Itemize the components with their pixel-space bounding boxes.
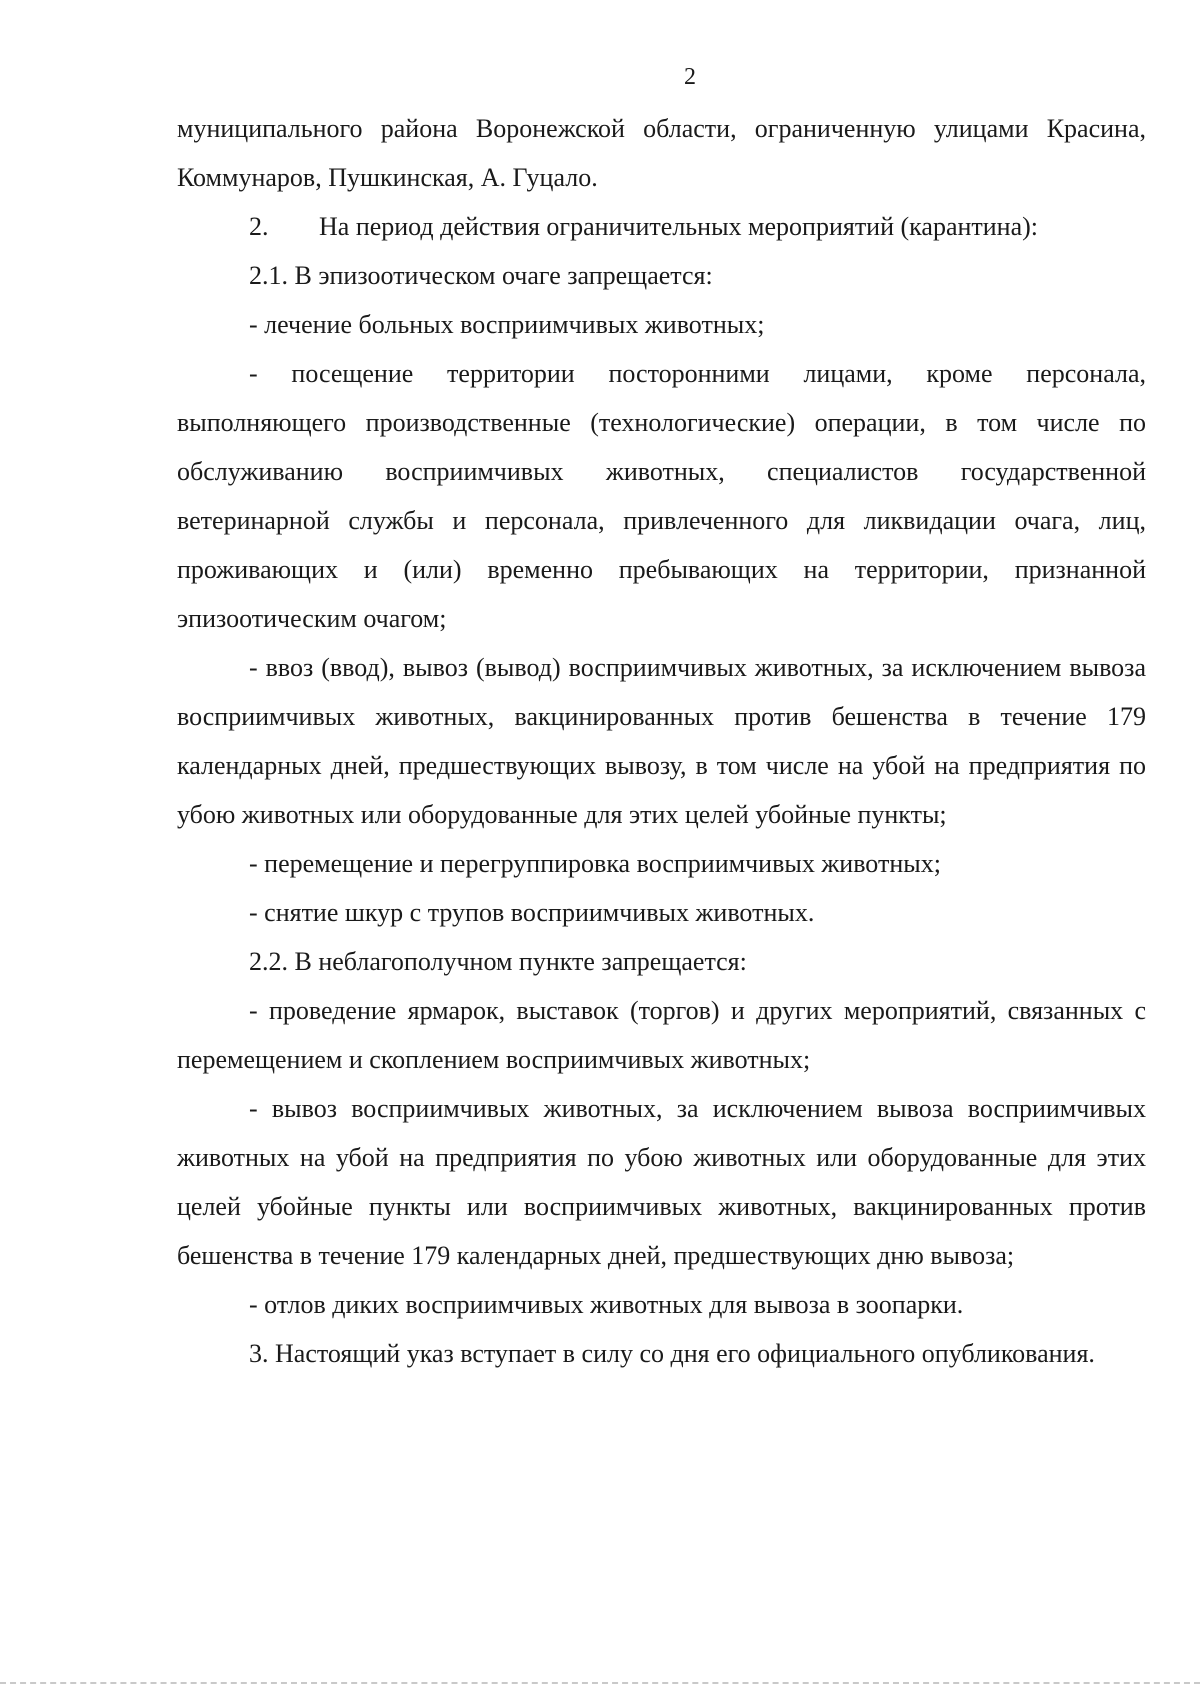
paragraph-list-item: - вывоз восприимчивых животных, за исключением вывоза восприимчивых животных на убой на предприятия по убою животных или оборудованные для этих целей убойные пункты или восприимчивых животных, вакцинированных против бешенства в течение 179 календарных дней, предшествующих дню вывоза; (177, 1094, 1146, 1270)
paragraph-item-2 (177, 202, 1146, 251)
paragraph-list-item: - посещение территории посторонними лицами, кроме персонала, выполняющего производственные (технологические) операции, в том числе по обслуживанию восприимчивых животных, специалистов государственной ветеринарной службы и персонала, привлеченного для ликвидации очага, лиц, проживающих и (или) временно пребывающих на территории, признанной эпизоотическим очагом; (177, 359, 1146, 633)
paragraph-item-2-1: 2.1. В эпизоотическом очаге запрещается: (249, 261, 713, 290)
paragraph-item-3: 3. Настоящий указ вступает в силу со дня его официального опубликования. (249, 1339, 1095, 1368)
paragraph-list-item: - снятие шкур с трупов восприимчивых животных. (249, 898, 815, 927)
paragraph-list-item: - ввоз (ввод), вывоз (вывод) восприимчивых животных, за исключением вывоза восприимчивых животных, вакцинированных против бешенства в течение 179 календарных дней, предшествующих вывозу, в том числе на убой на предприятия по убою животных или оборудованные для этих целей убойные пункты; (177, 653, 1146, 829)
paragraph-continuation: муниципального района Воронежской области, ограниченную улицами Красина, Коммунаров, Пушкинская, А. Гуцало. (177, 114, 1146, 192)
item-text: На период действия ограничительных мероприятий (карантина): (319, 212, 1039, 241)
paragraph-item-2-2: 2.2. В неблагополучном пункте запрещается: (249, 947, 747, 976)
paragraph-list-item: - лечение больных восприимчивых животных; (249, 310, 765, 339)
paragraph-list-item: - перемещение и перегруппировка восприимчивых животных; (249, 849, 941, 878)
page-number: 2 (684, 64, 696, 90)
scan-edge-line (0, 1682, 1200, 1684)
paragraph-list-item: - отлов диких восприимчивых животных для вывоза в зоопарки. (249, 1290, 964, 1319)
document-body (177, 104, 1146, 1378)
paragraph-list-item: - проведение ярмарок, выставок (торгов) и других мероприятий, связанных с перемещением и скоплением восприимчивых животных; (177, 996, 1146, 1074)
item-number: 2. (249, 212, 269, 241)
